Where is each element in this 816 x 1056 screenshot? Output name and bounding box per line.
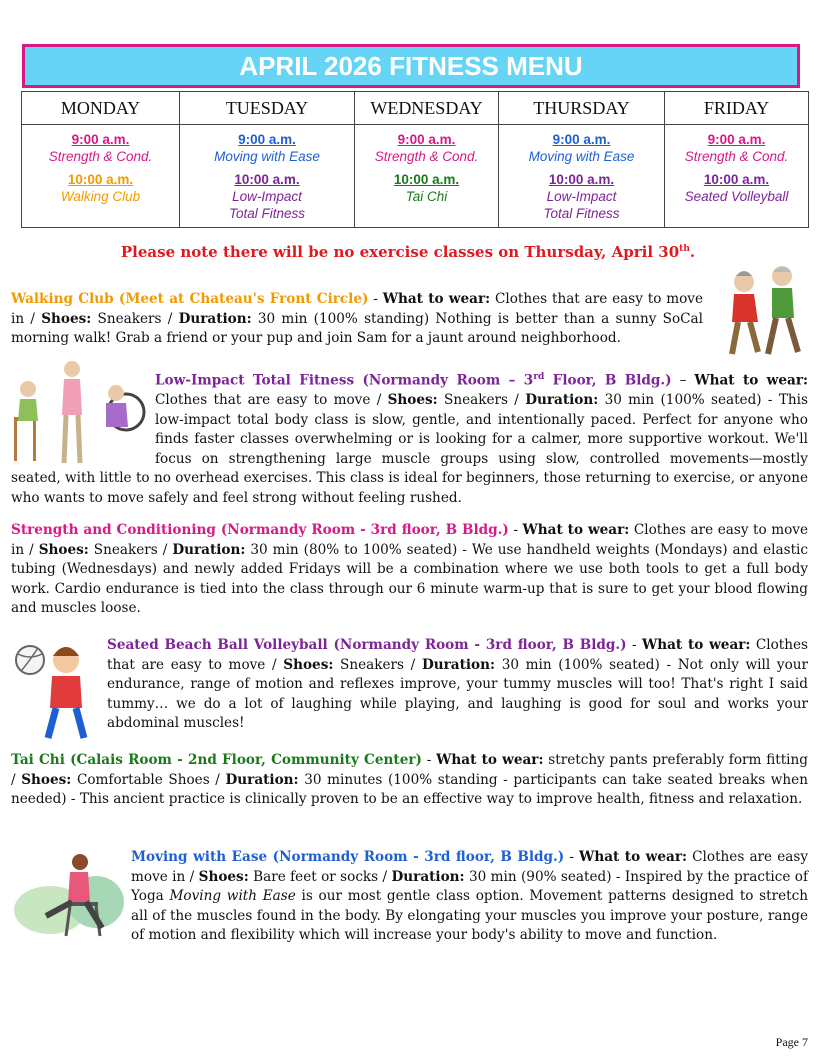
weekly-schedule-table xyxy=(21,91,809,228)
class-time: 9:00 a.m. xyxy=(707,132,766,147)
class-name: Moving with Ease xyxy=(528,149,635,164)
low-impact-heading: Low-Impact Total Fitness (Normandy Room – 3 xyxy=(155,372,534,389)
class-name-line2: Total Fitness xyxy=(228,206,306,221)
moving-ease-shoes: Bare feet or socks / xyxy=(253,868,388,885)
low-impact-details: 30 min (100% seated) - This low-impact total body class is slow, gentle, and intentionally paced. Perfect for anyone who finds faster classes overwhelming or is looking for a calmer, more supportive workout. We'll focus on strengthening large muscle groups using slow, controlled movements—mostly seated, with little to no overhead exercises. This class is ideal for beginners, those returning to exercise, or anyone who wants to move safely and feel strong without feeling rushed. xyxy=(11,392,808,506)
shoes-label: Shoes: xyxy=(283,656,334,673)
closure-notice-text: Please note there will be no exercise classes on Thursday, April 30 xyxy=(120,243,680,261)
class-name: Strength & Cond. xyxy=(684,149,789,164)
class-time: 10:00 a.m. xyxy=(234,172,300,187)
wear-label: What to wear: xyxy=(694,372,809,389)
volleyball-details: 30 min (100% seated) - Not only will your endurance, range of motion and reflexes improve, your tummy muscles will too! That's right I said tummy… we do a lot of laughing while playing, and laughing is good for soul and works your abdominal muscles! xyxy=(107,656,809,731)
schedule-cell-wednesday xyxy=(355,125,499,228)
class-name: Seated Volleyball xyxy=(684,189,789,204)
day-header: THURSDAY xyxy=(499,92,665,125)
schedule-cell-tuesday xyxy=(180,125,355,228)
schedule-cell-monday xyxy=(22,125,180,228)
tai-chi-shoes: Comfortable Shoes / xyxy=(76,771,220,788)
menu-title-banner xyxy=(22,44,800,88)
volleyball-shoes: Sneakers / xyxy=(340,656,416,673)
wear-label: What to wear: xyxy=(522,522,630,538)
class-time: 9:00 a.m. xyxy=(552,132,611,147)
class-time: 9:00 a.m. xyxy=(397,132,456,147)
day-header: TUESDAY xyxy=(180,92,355,125)
walking-club-details: 30 min (100% standing) Nothing is better than a sunny SoCal morning walk! Grab a friend or your pup and join Sam for a jaunt around neighborhood. xyxy=(11,310,703,346)
moving-ease-details: 30 min (90% seated) - Inspired by the practice of Yoga xyxy=(131,868,809,904)
day-header: WEDNESDAY xyxy=(355,92,499,125)
day-header: MONDAY xyxy=(22,92,180,125)
class-time: 10:00 a.m. xyxy=(393,172,460,187)
shoes-label: Shoes: xyxy=(387,392,438,409)
class-name: Tai Chi xyxy=(405,189,448,204)
strength-shoes: Sneakers / xyxy=(93,541,168,558)
class-name: Low-Impact xyxy=(232,189,302,204)
wear-label: What to wear: xyxy=(641,637,751,653)
day-header: FRIDAY xyxy=(665,92,809,125)
walking-club-section: Walking Club (Meet at Chateau's Front Circle) - What to wear: Clothes that are easy to move in / Shoes: Sneakers / Duration: 30 min (100% standing) Nothing is better than a sunny SoCal morning walk! Grab a friend or your pup and join Sam for a jaunt around neighborhood. xyxy=(11,291,704,346)
duration-label: Duration: xyxy=(172,541,246,558)
low-impact-wear: Clothes that are easy to move / xyxy=(155,392,382,409)
strength-section: Strength and Conditioning (Normandy Room - 3rd floor, B Bldg.) - What to wear: Clothes are easy to move in / Shoes: Sneakers / Duration: 30 min (80% to 100% seated) - We use handheld weights (Mondays) and elastic tubing (Wednesdays) and newly added Fridays will be a combination where we use both tools to get a full body work. Cardio endurance is tied into the class through our 6 minute warm-up that is sure to get your blood flowing and muscles loose. xyxy=(11,522,808,616)
walking-seniors-illustration xyxy=(716,262,810,362)
class-name: Walking Club xyxy=(60,189,141,204)
volleyball-section: Seated Beach Ball Volleyball (Normandy Room - 3rd floor, B Bldg.) - What to wear: Clothes that are easy to move / Shoes: Sneakers / Duration: 30 min (100% seated) - Not only will your endurance, range of motion and reflexes improve, your tummy muscles will too! That's right I said tummy… we do a lot of laughing while playing, and laughing is good for soul and works your abdominal muscles! xyxy=(107,637,809,731)
moving-ease-details-2: is our most gentle class option. Movement patterns designed to stretch all of the muscles found in the body. By elongating your muscles you improve your posture, range of motion and flexibility which will increase your body's ability to move and function. xyxy=(131,888,808,943)
walking-club-wear: Clothes that are easy to move in / xyxy=(11,291,704,327)
moving-ease-section: Moving with Ease (Normandy Room - 3rd floor, B Bldg.) - What to wear: Clothes are easy move in / Shoes: Bare feet or socks / Duration: 30 min (90% seated) - Inspired by the practice of Yoga Moving with Ease is our most gentle class option. Movement patterns designed to stretch all of the muscles found in the body. By elongating your muscles you improve your posture, range of motion and flexibility which will increase your body's ability to move and function. xyxy=(131,849,809,943)
class-name: Moving with Ease xyxy=(214,149,320,164)
tai-chi-heading: Tai Chi (Calais Room - 2nd Floor, Community Center) xyxy=(11,752,422,768)
duration-label: Duration: xyxy=(178,310,252,327)
wear-label: What to wear: xyxy=(382,291,491,307)
shoes-label: Shoes: xyxy=(41,310,92,327)
class-name: Strength & Cond. xyxy=(374,149,479,164)
walking-club-heading: Walking Club (Meet at Chateau's Front Circle) xyxy=(11,291,369,307)
moving-ease-wear: Clothes are easy move in / xyxy=(131,849,809,885)
volleyball-heading: Seated Beach Ball Volleyball (Normandy Room - 3rd floor, B Bldg.) xyxy=(107,637,627,653)
class-name: Strength & Cond. xyxy=(48,149,153,164)
duration-label: Duration: xyxy=(525,392,599,409)
tai-chi-section: Tai Chi (Calais Room - 2nd Floor, Community Center) - What to wear: stretchy pants preferably form fitting / Shoes: Comfortable Shoes / Duration: 30 minutes (100% standing - participants can take seated breaks when needed) - This ancient practice is clinically proven to be an effective way to improve health, fitness and relaxation. xyxy=(11,752,808,807)
closure-notice: Please note there will be no exercise classes on Thursday, April 30th. xyxy=(120,243,696,261)
moving-ease-italic: Moving with Ease xyxy=(169,888,296,904)
schedule-cell-thursday xyxy=(499,125,665,228)
tai-chi-details: 30 minutes (100% standing - participants can take seated breaks when needed) - This ancient practice is clinically proven to be an effective way to improve health, fitness and relaxation. xyxy=(11,771,808,807)
low-impact-section: Low-Impact Total Fitness (Normandy Room – 3rd Floor, B Bldg.) – What to wear: Clothes that are easy to move / Shoes: Sneakers / Duration: 30 min (100% seated) - This low-impact total body class is slow, gentle, and intentionally paced. Perfect for anyone who finds faster classes overwhelming or is looking for a calmer, more supportive workout. We'll focus on strengthening large muscle groups using slow, controlled movements—mostly seated, with little to no overhead exercises. This class is ideal for beginners, those returning to exercise, or anyone who wants to move safely and feel strong without feeling rushed. xyxy=(11,372,809,506)
schedule-cell-friday xyxy=(665,125,809,228)
day-header-row xyxy=(22,92,809,125)
schedule-row xyxy=(22,125,809,228)
duration-label: Duration: xyxy=(225,771,299,788)
wear-label: What to wear: xyxy=(579,849,688,865)
strength-heading: Strength and Conditioning (Normandy Room - 3rd floor, B Bldg.) xyxy=(11,522,509,538)
closure-notice-sup: th xyxy=(679,244,690,254)
duration-label: Duration: xyxy=(421,656,496,673)
moving-ease-heading: Moving with Ease (Normandy Room - 3rd floor, B Bldg.) xyxy=(131,849,565,865)
walking-club-shoes: Sneakers / xyxy=(97,310,173,327)
class-time: 10:00 a.m. xyxy=(548,172,615,187)
duration-label: Duration: xyxy=(391,868,465,885)
shoes-label: Shoes: xyxy=(21,771,72,788)
tai-chi-wear: stretchy pants preferably form fitting / xyxy=(11,752,808,788)
shoes-label: Shoes: xyxy=(38,541,89,558)
strength-details: 30 min (80% to 100% seated) - We use handheld weights (Mondays) and elastic tubing (Wednesdays) and newly added Fridays will be a combination where we use both tools to get a full body work. Cardio endurance is tied into the class through our 6 minute warm-up that is sure to get your blood flowing and muscles loose. xyxy=(11,541,808,616)
class-name: Low-Impact xyxy=(546,189,617,204)
class-time: 10:00 a.m. xyxy=(67,172,134,187)
class-time: 10:00 a.m. xyxy=(703,172,770,187)
wear-label: What to wear: xyxy=(436,752,544,768)
page-number: Page 7 xyxy=(775,1035,808,1049)
class-time: 9:00 a.m. xyxy=(71,132,130,147)
strength-wear: Clothes are easy to move in / xyxy=(11,522,808,558)
low-impact-shoes: Sneakers / xyxy=(444,392,519,409)
class-name-line2: Total Fitness xyxy=(543,206,620,221)
menu-title: APRIL 2026 FITNESS MENU xyxy=(239,51,583,81)
volleyball-wear: Clothes that are easy to move / xyxy=(107,637,808,673)
shoes-label: Shoes: xyxy=(198,868,249,885)
class-time: 9:00 a.m. xyxy=(238,132,296,147)
